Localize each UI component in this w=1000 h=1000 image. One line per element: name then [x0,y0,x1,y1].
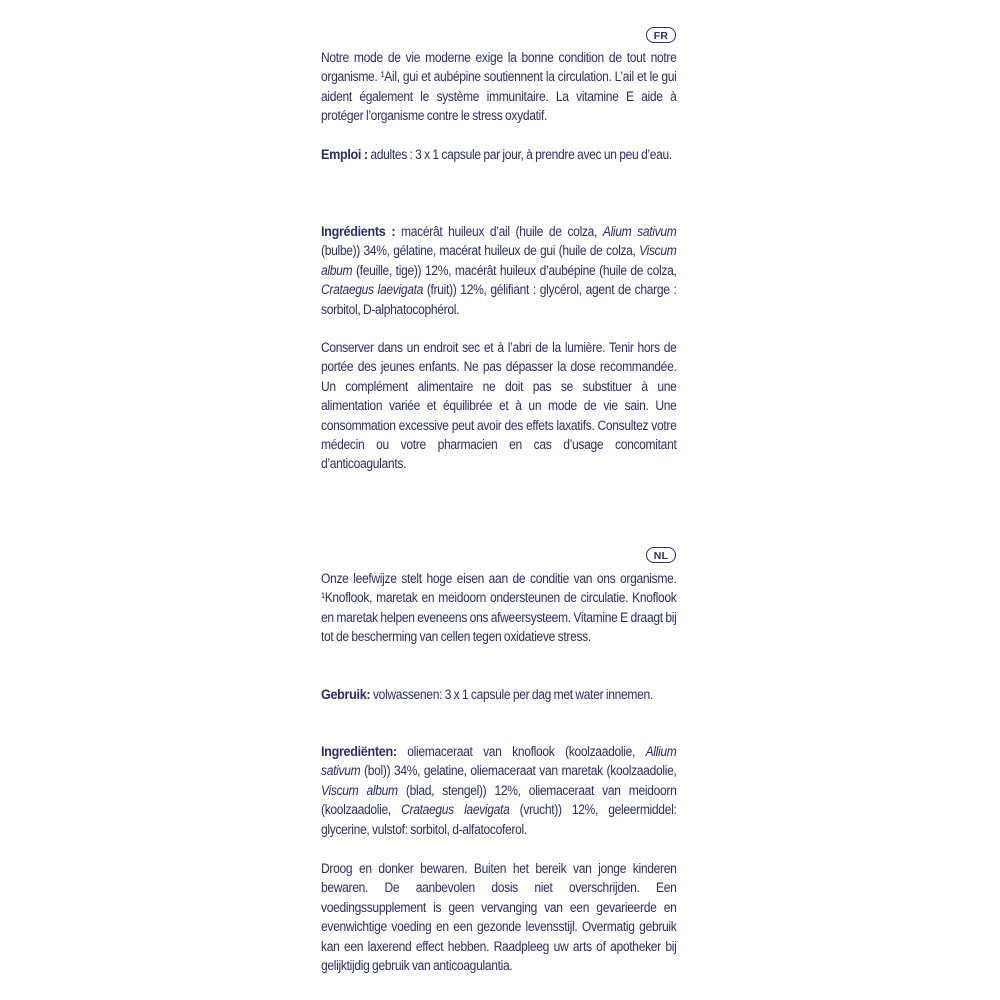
fr-ingredient-latin-mistletoe: Viscum album [321,243,677,278]
fr-warnings-text: Conserver dans un endroit sec et à l’abri de la lumière. Tenir hors de portée des jeunes enfants. Ne pas dépasser la dose recommandée. Un complément alimentaire ne doit pas se substituer à une alimentation variée et équilibrée et à un mode de vie sain. Une consommation excessive peut avoir des effets laxatifs. Consultez votre médecin ou votre pharmacien en cas d’usage concomitant d’anticoagulants. [321,340,677,472]
nl-intro-text: Onze leefwijze stelt hoge eisen aan de conditie van ons organisme. ¹Knoflook, maretak en meidoorn ondersteunen de circulatie. Knoflook en maretak helpen eveneens ons afweersysteem. Vitamine E draagt bij tot de bescherming van cellen tegen oxidatieve stress. [321,571,677,645]
nl-usage-text: volwassenen: 3 x 1 capsule per dag met water innemen. [370,687,653,702]
fr-ingredients-text-4: (fruit)) 12%, gélifiant : glycérol, agent de charge : sorbitol, D-alphatocophérol. [321,282,677,317]
nl-ingredients-paragraph [321,742,677,839]
language-badge-nl: NL [646,547,676,563]
nl-ingredients-label: Ingrediënten: [321,743,397,759]
nl-ingredients-text-3: (blad, stengel)) 12%, oliemaceraat van meidoorn (koolzaadolie, [321,782,677,818]
nl-ingredient-latin-garlic: Allium sativum [321,744,677,779]
fr-usage-label: Emploi : [321,146,368,162]
fr-warnings-paragraph [321,338,677,474]
nl-ingredients-text-2: (bol)) 34%, gelatine, oliemaceraat van maretak (koolzaadolie, [360,763,677,779]
nl-ingredient-latin-mistletoe: Viscum album [321,782,398,798]
nl-ingredients-text-4: (vrucht)) 12%, geleermiddel: glycerine, vulstof: sorbitol, d-alfatocoferol. [321,802,677,837]
fr-usage-text: adultes : 3 x 1 capsule par jour, à prendre avec un peu d’eau. [367,147,672,162]
fr-ingredients-text-3: (feuille, tige)) 12%, macérât huileux d’aubépine (huile de colza, [352,262,677,278]
fr-ingredients-paragraph [321,222,677,319]
fr-ingredient-latin-garlic: Alium sativum [602,224,677,239]
nl-warnings-paragraph [321,859,677,975]
fr-ingredients-text-2: (bulbe)) 34%, gélatine, macérat huileux de gui (huile de colza, [321,243,640,259]
fr-intro-paragraph [321,48,677,126]
fr-ingredients-text-1: macérât huileux d’ail (huile de colza, [395,224,603,239]
nl-ingredients-text-1: oliemaceraat van knoflook (koolzaadolie, [396,744,646,759]
language-badge-fr: FR [646,27,676,43]
fr-intro-text: Notre mode de vie moderne exige la bonne condition de tout notre organisme. ¹Ail, gui et aubépine soutiennent la circulation. L’ail et le gui aident également le système immunitaire. La vitamine E aide à protéger l’organisme contre le stress oxydatif. [321,50,677,124]
fr-usage-paragraph [321,145,677,164]
nl-usage-label: Gebruik: [321,686,371,702]
nl-intro-paragraph [321,569,677,647]
nl-usage-paragraph [321,685,677,704]
fr-ingredient-latin-hawthorn: Crataegus laevigata [321,282,424,298]
nl-warnings-text: Droog en donker bewaren. Buiten het bereik van jonge kinderen bewaren. De aanbevolen dosis niet overschrijden. Een voedingssupplement is geen vervanging van een gevarieerde en evenwichtige voeding en een gezonde levensstijl. Overmatig gebruik kan een laxerend effect hebben. Raadpleeg uw arts of apotheker bij gelijktijdig gebruik van anticoagulantia. [321,861,677,974]
nl-ingredient-latin-hawthorn: Crataegus laevigata [401,802,510,818]
fr-ingredients-label: Ingrédients : [321,223,396,239]
